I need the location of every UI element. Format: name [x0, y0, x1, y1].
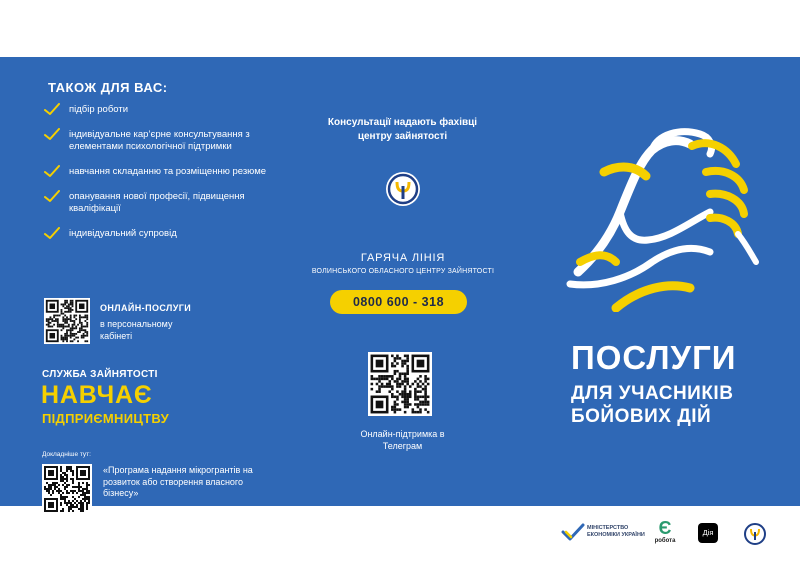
- services-title: ПОСЛУГИ: [571, 339, 737, 376]
- ministry-of-economy-logo: [561, 520, 645, 548]
- entrepreneurship-heading: ПІДПРИЄМНИЦТВУ: [42, 411, 170, 426]
- online-services-qr-icon[interactable]: [44, 298, 90, 344]
- also-for-you-title: ТАКОЖ ДЛЯ ВАС:: [48, 80, 168, 95]
- telegram-qr-icon[interactable]: [368, 352, 432, 416]
- ye-robota-logo: [650, 518, 680, 552]
- list-item: [44, 104, 274, 116]
- list-item: [44, 228, 274, 240]
- employment-service-emblem-icon: [385, 171, 421, 207]
- online-services-subtitle: в персональному кабінеті: [100, 319, 173, 341]
- ministry-check-icon: [561, 522, 585, 542]
- handshake-illustration: [560, 112, 780, 312]
- qr-code-icon: [42, 464, 92, 514]
- list-item-label: підбір роботи: [69, 104, 129, 115]
- employment-service-logo-icon: [744, 523, 766, 545]
- hotline-subtitle: ВОЛИНСЬКОГО ОБЛАСНОГО ЦЕНТРУ ЗАЙНЯТОСТІ: [311, 268, 495, 275]
- list-item-label: індивідуальне кар’єрне консультування з елементами психологічної підтримки: [69, 129, 250, 152]
- check-icon: [44, 128, 60, 141]
- list-item: [44, 166, 274, 178]
- list-item: [44, 191, 274, 215]
- ye-robota-logo-text: робота: [654, 538, 676, 544]
- check-icon: [44, 165, 60, 178]
- diia-logo: Дія: [698, 523, 718, 543]
- list-item: [44, 129, 274, 153]
- check-icon: [44, 103, 60, 116]
- teaches-heading: НАВЧАЄ: [41, 381, 153, 409]
- check-icon: [44, 190, 60, 203]
- check-icon: [44, 227, 60, 240]
- microgrants-program-text: «Програма надання мікрогрантів на розвиток або створення власного бізнесу»: [103, 465, 253, 498]
- services-list: [44, 104, 274, 253]
- hotline-phone-button[interactable]: 0800 600 - 318: [330, 290, 467, 314]
- list-item-label: індивідуальний супровід: [69, 228, 177, 239]
- microgrants-qr-icon[interactable]: [42, 464, 92, 514]
- qr-code-icon: [368, 352, 432, 416]
- ye-robota-mark-icon: Є: [658, 518, 672, 538]
- more-info-label: Докладніше тут:: [42, 451, 91, 458]
- hotline-title: ГАРЯЧА ЛІНІЯ: [360, 252, 446, 264]
- qr-code-icon: [44, 298, 90, 344]
- list-item-label: навчання складанню та розміщенню резюме: [69, 166, 267, 177]
- online-services-title: ОНЛАЙН-ПОСЛУГИ: [100, 303, 192, 313]
- telegram-support-text: Онлайн-підтримка в Телеграм: [360, 429, 445, 451]
- ministry-logo-text: МІНІСТЕРСТВО ЕКОНОМІКИ УКРАЇНИ: [587, 525, 645, 538]
- list-item-label: опанування нової професії, підвищення кваліфікації: [69, 191, 245, 214]
- consultation-text: Консультації надають фахівці центру зайнятості: [327, 117, 478, 142]
- employment-service-kicker: СЛУЖБА ЗАЙНЯТОСТІ: [42, 369, 158, 380]
- services-subtitle: ДЛЯ УЧАСНИКІВ БОЙОВИХ ДІЙ: [571, 383, 734, 427]
